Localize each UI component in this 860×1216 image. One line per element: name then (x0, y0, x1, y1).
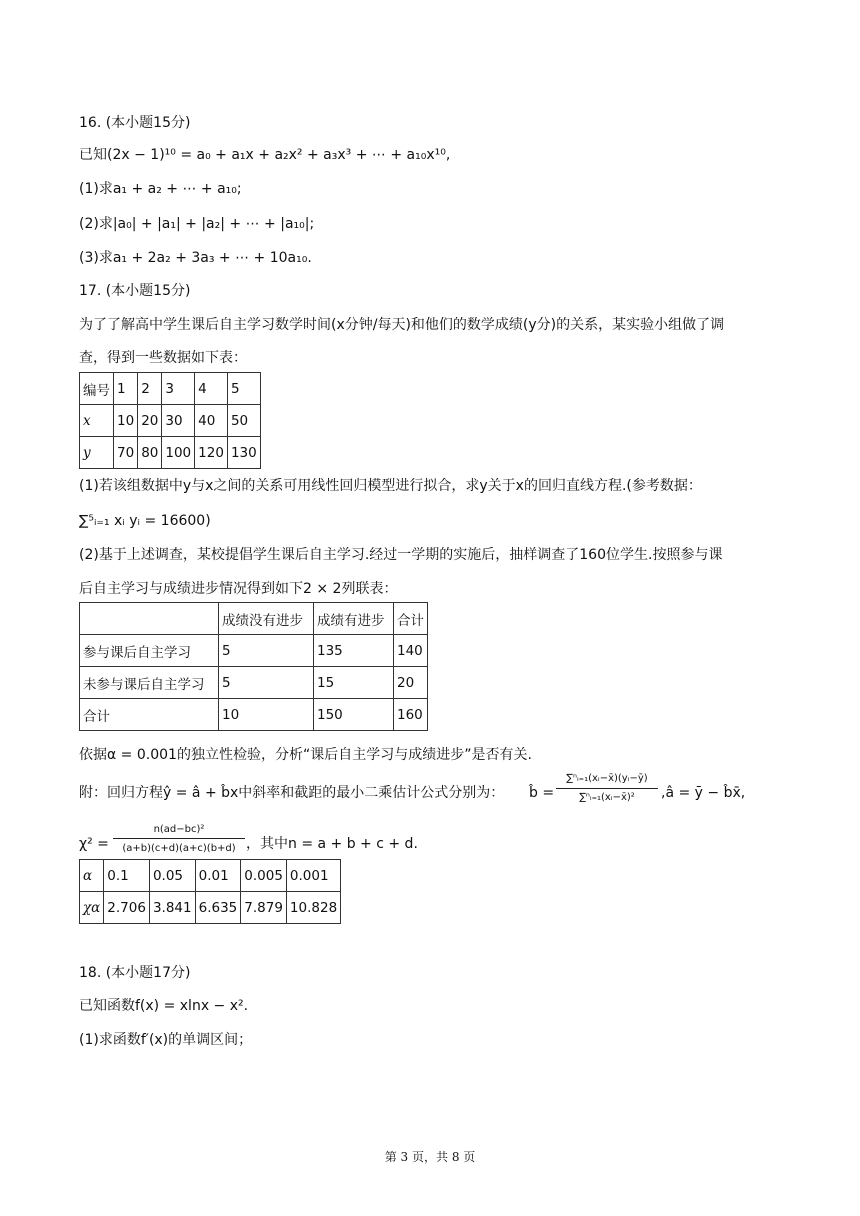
q16-given: 已知(2x − 1)¹⁰ = a₀ + a₁x + a₂x² + a₃x³ + ⋯ + a₁₀x¹⁰, (79, 147, 451, 163)
q17-test-line: 依据α = 0.001的独立性检验，分析“课后自主学习与成绩进步”是否有关. (79, 747, 532, 763)
table-cell: 15 (314, 667, 394, 699)
table-cell: 20 (394, 667, 428, 699)
table-cell: 160 (394, 699, 428, 731)
chi-suffix: ，其中n = a + b + c + d. (246, 836, 418, 852)
table-cell: 130 (227, 437, 260, 469)
table-cell: 0.001 (286, 860, 340, 892)
page-footer: 第 3 页，共 8 页 (384, 1150, 476, 1164)
contingency-table (79, 602, 428, 731)
table-cell: 100 (162, 437, 195, 469)
q18-given: 已知函数f(x) = xlnx − x². (79, 998, 249, 1014)
table-cell: α (80, 860, 104, 892)
table-cell (80, 603, 219, 635)
table-cell: 135 (314, 635, 394, 667)
table-row (80, 373, 261, 405)
table-cell: 150 (314, 699, 394, 731)
table-cell: 10 (219, 699, 314, 731)
table-cell: 50 (227, 405, 260, 437)
q17-part1-line1: (1)若该组数据中y与x之间的关系可用线性回归模型进行拟合，求y关于x的回归直线方程.(参考数据： (79, 478, 702, 494)
table-row (80, 437, 261, 469)
table-cell: 成绩有进步 (314, 603, 394, 635)
table-cell: 120 (195, 437, 228, 469)
table-cell: 合计 (394, 603, 428, 635)
table-cell: 6.635 (195, 892, 241, 924)
table-cell: 140 (394, 635, 428, 667)
table-row (80, 635, 428, 667)
q17-part2-line1: (2)基于上述调查，某校提倡学生课后自主学习.经过一学期的实施后，抽样调查了160位学生.按照参与课 (79, 547, 723, 563)
table-row (80, 603, 428, 635)
table-cell: 0.05 (149, 860, 195, 892)
table-cell: y (80, 437, 114, 469)
table-row (80, 699, 428, 731)
table-cell: 7.879 (241, 892, 287, 924)
b-hat-lhs: b̂ = (529, 785, 555, 801)
q17-intro-line2: 查，得到一些数据如下表： (79, 350, 247, 366)
a-hat-formula: ,â = ȳ − b̂x̄, (661, 785, 746, 801)
chi-fraction-bar (113, 838, 245, 839)
table-cell: 10 (114, 405, 138, 437)
table-cell: 未参与课后自主学习 (80, 667, 219, 699)
table-cell: χα (80, 892, 104, 924)
q16-part2: (2)求|a₀| + |a₁| + |a₂| + ⋯ + |a₁₀|; (79, 216, 315, 232)
q16-part1: (1)求a₁ + a₂ + ⋯ + a₁₀; (79, 181, 242, 197)
table-cell: 合计 (80, 699, 219, 731)
table-cell: 80 (138, 437, 162, 469)
q16-part3: (3)求a₁ + 2a₂ + 3a₃ + ⋯ + 10a₁₀. (79, 250, 312, 266)
table-row (80, 860, 341, 892)
table-cell: 0.01 (195, 860, 241, 892)
q17-part2-line2: 后自主学习与成绩进步情况得到如下2 × 2列联表： (79, 581, 398, 597)
table-cell: 2.706 (104, 892, 150, 924)
q17-part1-line2: ∑⁵ᵢ₌₁ xᵢ yᵢ = 16600) (79, 513, 211, 529)
table-row (80, 667, 428, 699)
q16-header: 16. (本小题15分) (79, 115, 191, 131)
table-row (80, 892, 341, 924)
table-cell: 5 (219, 667, 314, 699)
table-cell: 5 (227, 373, 260, 405)
chi-denominator: (a+b)(c+d)(a+c)(b+d) (122, 843, 236, 854)
table-cell: 70 (114, 437, 138, 469)
table-cell: 4 (195, 373, 228, 405)
table-cell: 10.828 (286, 892, 340, 924)
table-row (80, 405, 261, 437)
table-cell: 0.005 (241, 860, 287, 892)
table-cell: 参与课后自主学习 (80, 635, 219, 667)
appendix-prefix: 附：回归方程ŷ = â + b̂x中斜率和截距的最小二乘估计公式分别为： (79, 785, 505, 801)
b-hat-numerator: ∑ⁿᵢ₌₁(xᵢ−x̄)(yᵢ−ȳ) (566, 773, 648, 784)
table-cell: 编号 (80, 373, 114, 405)
chi-numerator: n(ad−bc)² (153, 824, 205, 835)
table-cell: 成绩没有进步 (219, 603, 314, 635)
table-cell: 1 (114, 373, 138, 405)
q17-header: 17. (本小题15分) (79, 283, 191, 299)
table-cell: x (80, 405, 114, 437)
q18-part1: (1)求函数f′(x)的单调区间； (79, 1032, 253, 1048)
table-cell: 20 (138, 405, 162, 437)
q17-intro-line1: 为了了解高中学生课后自主学习数学时间(x分钟/每天)和他们的数学成绩(y分)的关系，某实验小组做了调 (79, 317, 725, 333)
data-table (79, 372, 261, 469)
table-cell: 30 (162, 405, 195, 437)
table-cell: 3.841 (149, 892, 195, 924)
table-cell: 0.1 (104, 860, 150, 892)
table-cell: 40 (195, 405, 228, 437)
table-cell: 5 (219, 635, 314, 667)
q18-header: 18. (本小题17分) (79, 965, 191, 981)
b-hat-fraction-bar (556, 788, 658, 789)
chi-lhs: χ² = (79, 836, 109, 852)
table-cell: 2 (138, 373, 162, 405)
table-cell: 3 (162, 373, 195, 405)
b-hat-denominator: ∑ⁿᵢ₌₁(xᵢ−x̄)² (579, 792, 635, 803)
critical-value-table (79, 859, 341, 924)
